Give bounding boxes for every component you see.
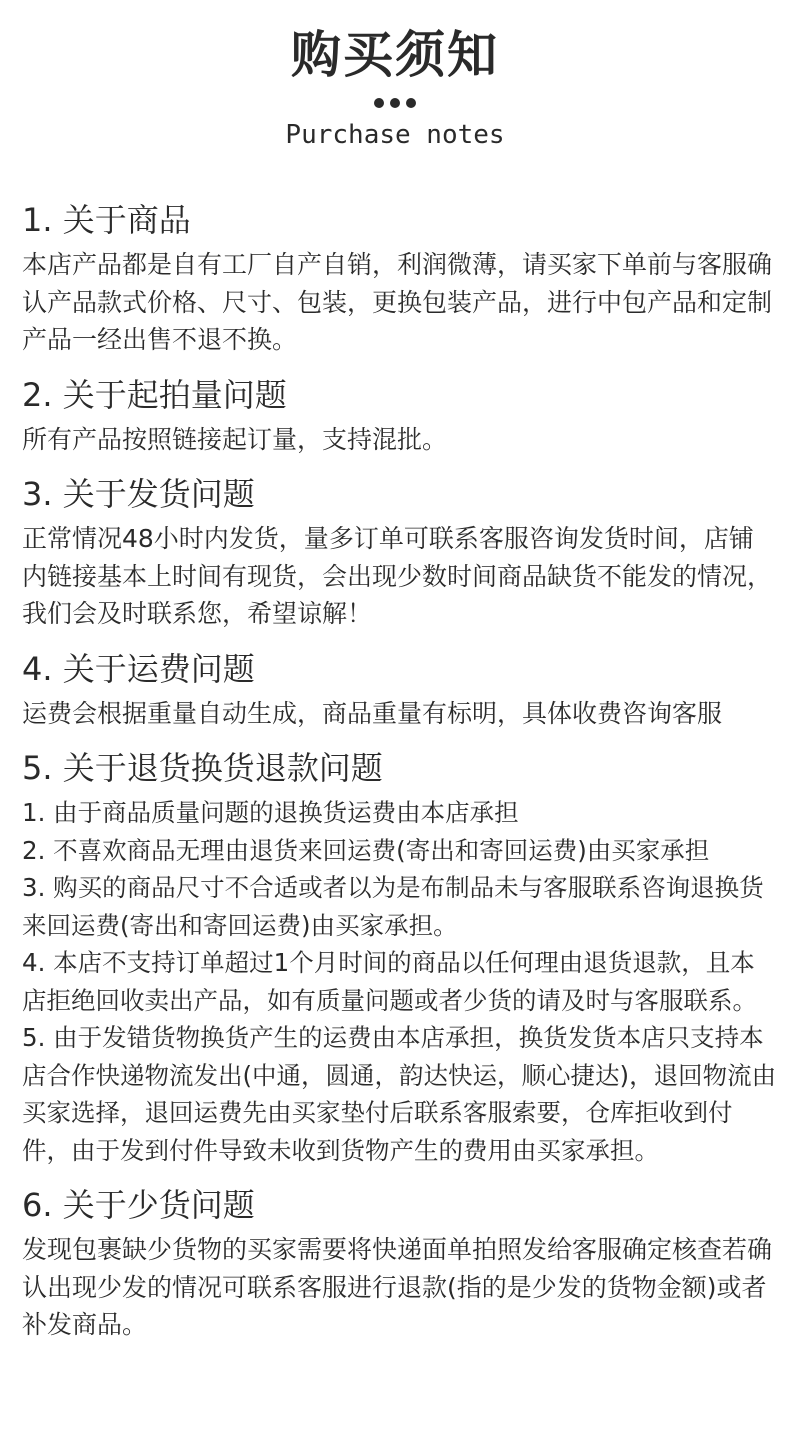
section-body xyxy=(22,421,777,459)
section-body xyxy=(22,1231,777,1344)
list-item: 2. 不喜欢商品无理由退货来回运费(寄出和寄回运费)由买家承担 xyxy=(22,835,710,865)
section-minimum-order xyxy=(22,373,777,459)
section-title: 2. 关于起拍量问题 xyxy=(22,375,287,414)
section-body xyxy=(22,695,777,733)
section-missing-items xyxy=(22,1183,777,1344)
dot-icon xyxy=(390,98,400,108)
section-text: 发现包裹缺少货物的买家需要将快递面单拍照发给客服确定核查若确认出现少发的情况可联系客服进行退款(指的是少发的货物金额)或者补发商品。 xyxy=(22,1235,773,1339)
dot-icon xyxy=(406,98,416,108)
section-title: 1. 关于商品 xyxy=(22,201,191,239)
section-title: 4. 关于运费问题 xyxy=(22,649,255,688)
page-subtitle: Purchase notes xyxy=(285,120,505,150)
section-returns xyxy=(22,746,777,1169)
section-text: 本店产品都是自有工厂自产自销，利润微薄，请买家下单前与客服确认产品款式价格、尺寸、包装，更换包装产品，进行中包产品和定制产品一经出售不退不换。 xyxy=(22,250,773,354)
list-item: 3. 购买的商品尺寸不合适或者以为是布制品未与客服联系咨询退换货来回运费(寄出和寄回运费)由买家承担。 xyxy=(22,873,764,940)
section-freight xyxy=(22,647,777,733)
section-list xyxy=(22,794,777,1169)
section-body xyxy=(22,246,777,359)
list-item: 1. 由于商品质量问题的退换货运费由本店承担 xyxy=(22,798,519,827)
notes-content xyxy=(22,198,777,1358)
dot-icon xyxy=(374,98,384,108)
page-title: 购买须知 xyxy=(291,26,499,84)
list-item: 4. 本店不支持订单超过1个月时间的商品以任何理由退货退款，且本店拒绝回收卖出产品，如有质量问题或者少货的请及时与客服联系。 xyxy=(22,948,757,1015)
section-text: 正常情况48小时内发货，量多订单可联系客服咨询发货时间，店铺内链接基本上时间有现货，会出现少数时间商品缺货不能发的情况，我们会及时联系您，希望谅解！ xyxy=(22,524,773,628)
list-item: 5. 由于发错货物换货产生的运费由本店承担，换货发货本店只支持本店合作快递物流发出(中通，圆通，韵达快运，顺心捷达)，退回物流由买家选择，退回运费先由买家垫付后联系客服索要，仓库拒收到付件，由于发到付件导致未收到货物产生的费用由买家承担。 xyxy=(22,1023,777,1165)
ellipsis-dots-icon xyxy=(0,98,790,108)
section-text: 所有产品按照链接起订量，支持混批。 xyxy=(22,424,448,454)
section-title: 5. 关于退货换货退款问题 xyxy=(22,749,383,787)
page-header xyxy=(0,22,790,152)
section-text: 运费会根据重量自动生成，商品重量有标明，具体收费咨询客服 xyxy=(22,698,723,728)
section-shipping xyxy=(22,472,777,633)
section-title: 6. 关于少货问题 xyxy=(22,1186,255,1224)
section-products xyxy=(22,198,777,359)
section-body xyxy=(22,520,777,633)
section-title: 3. 关于发货问题 xyxy=(22,475,255,513)
